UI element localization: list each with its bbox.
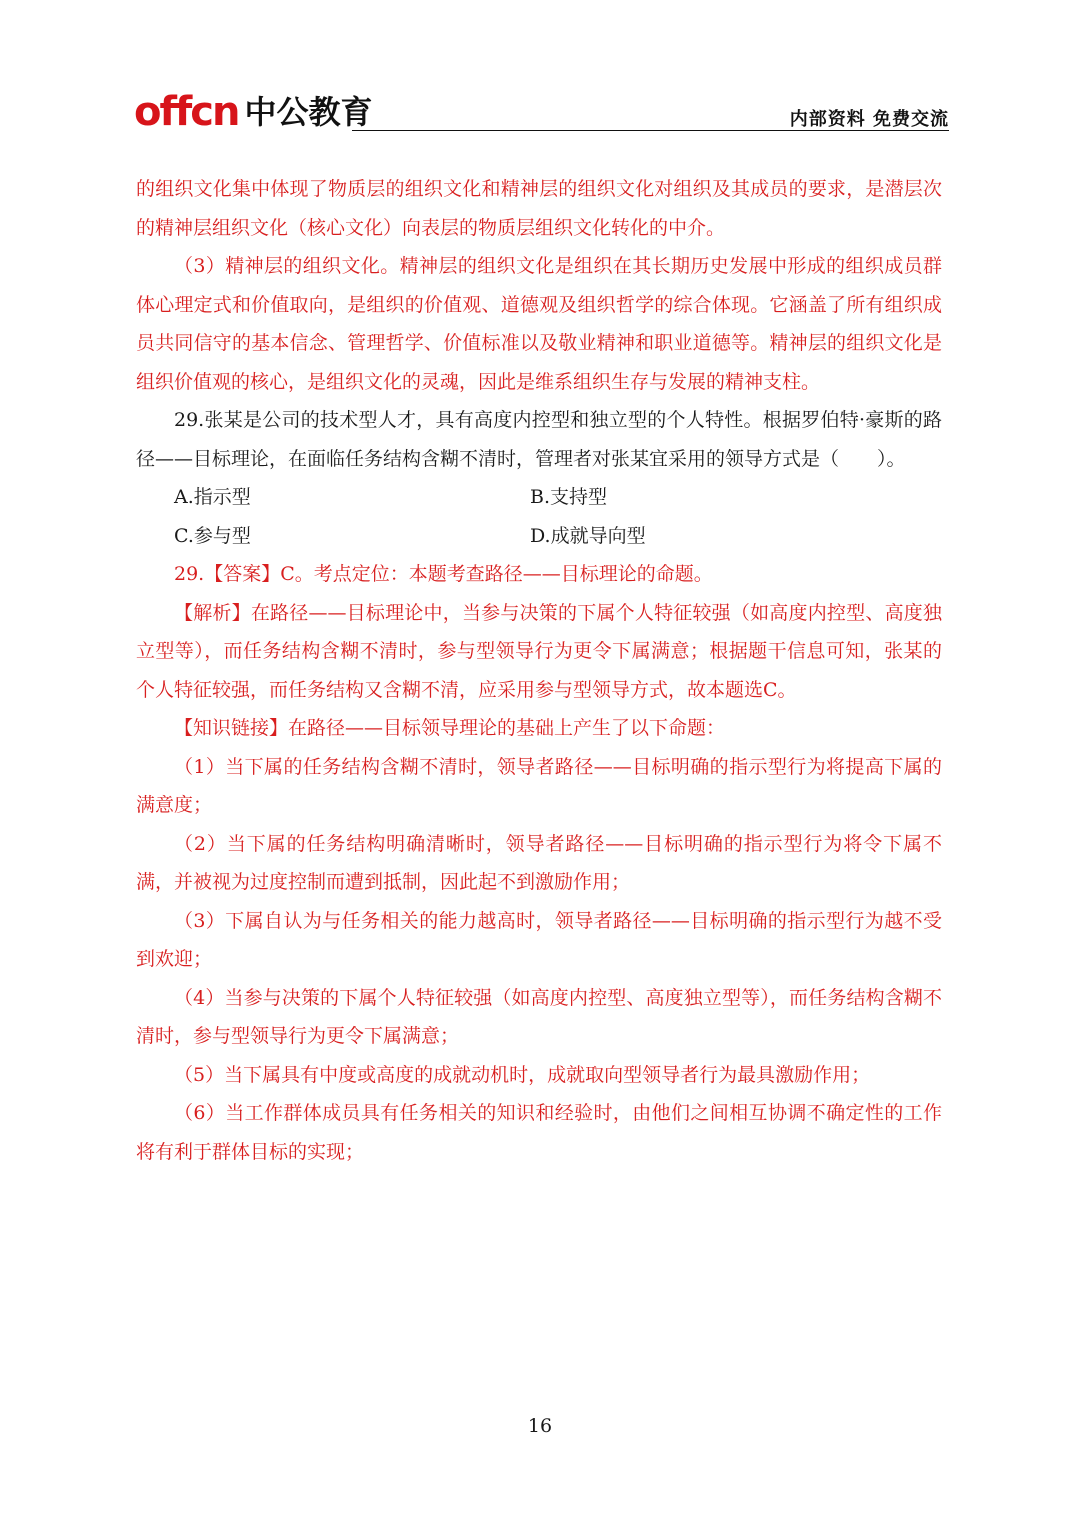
question-stem: 29.张某是公司的技术型人才，具有高度内控型和独立型的个人特性。根据罗伯特·豪斯的路径——目标理论，在面临任务结构含糊不清时，管理者对张某宜采用的领导方式是（ ）。 [136, 409, 942, 470]
knowledge-item: （3）下属自认为与任务相关的能力越高时，领导者路径——目标明确的指示型行为越不受到欢迎； [136, 909, 942, 970]
logo-latin-text: offcn [134, 89, 239, 135]
option-a: A.指示型 [174, 486, 251, 508]
option-row-2 [136, 517, 942, 556]
option-d: D.成就导向型 [530, 524, 646, 547]
page-header [134, 86, 949, 136]
logo-chinese-text: 中公教育 [244, 93, 373, 131]
analysis-paragraph: 【解析】在路径——目标理论中，当参与决策的下属个人特征较强（如高度内控型、高度独立型等），而任务结构含糊不清时，参与型领导行为更令下属满意；根据题干信息可知，张某的个人特征较强，而任务结构又含糊不清，应采用参与型领导方式，故本题选C。 [136, 601, 942, 701]
option-b: B.支持型 [530, 486, 608, 508]
offcn-logo [134, 86, 373, 134]
paragraph-spiritual-culture: （3）精神层的组织文化。精神层的组织文化是组织在其长期历史发展中形成的组织成员群体心理定式和价值取向，是组织的价值观、道德观及组织哲学的综合体现。它涵盖了所有组织成员共同信守的基本信念、管理哲学、价值标准以及敬业精神和职业道德等。精神层的组织文化是组织价值观的核心，是组织文化的灵魂，因此是维系组织生存与发展的精神支柱。 [136, 255, 942, 393]
page-number: 16 [527, 1415, 553, 1437]
knowledge-item: （4）当参与决策的下属个人特征较强（如高度内控型、高度独立型等），而任务结构含糊不清时，参与型领导行为更令下属满意； [136, 986, 942, 1047]
knowledge-item: （2）当下属的任务结构明确清晰时，领导者路径——目标明确的指示型行为将令下属不满，并被视为过度控制而遭到抵制，因此起不到激励作用； [136, 832, 942, 893]
page-content [136, 170, 942, 1171]
knowledge-title: 【知识链接】在路径——目标领导理论的基础上产生了以下命题： [174, 717, 726, 739]
option-row-1 [136, 478, 942, 517]
knowledge-item: （1）当下属的任务结构含糊不清时，领导者路径——目标明确的指示型行为将提高下属的满意度； [136, 755, 942, 816]
paragraph-continued: 的组织文化集中体现了物质层的组织文化和精神层的组织文化对组织及其成员的要求，是潜层次的精神层组织文化（核心文化）向表层的物质层组织文化转化的中介。 [136, 178, 942, 239]
header-tagline: 内部资料 免费交流 [789, 109, 949, 130]
answer-line: 29.【答案】C。考点定位：本题考查路径——目标理论的命题。 [174, 563, 713, 585]
knowledge-item: （6）当工作群体成员具有任务相关的知识和经验时，由他们之间相互协调不确定性的工作将有利于群体目标的实现； [136, 1102, 942, 1163]
option-c: C.参与型 [174, 524, 251, 547]
knowledge-item: （5）当下属具有中度或高度的成就动机时，成就取向型领导者行为最具激励作用； [174, 1063, 871, 1086]
